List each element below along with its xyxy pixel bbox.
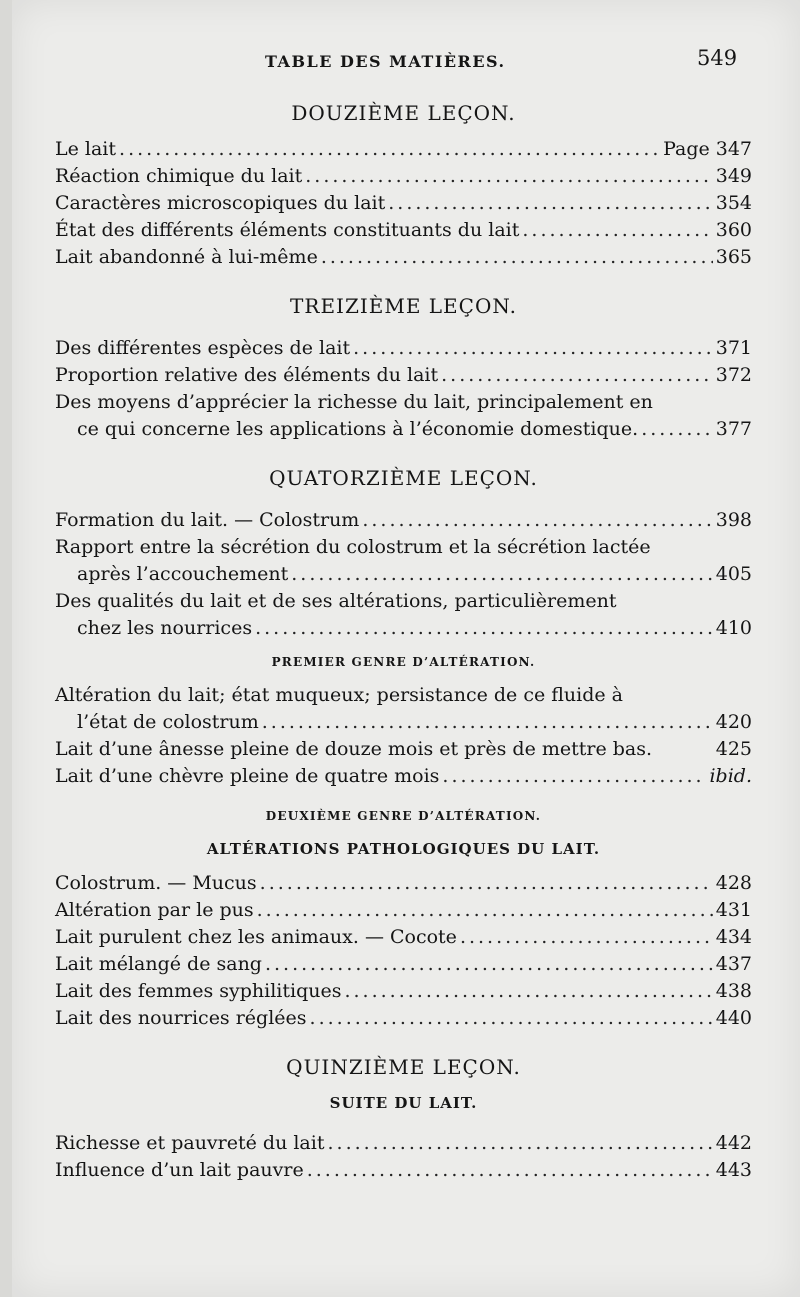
entry-page: 410: [715, 617, 752, 639]
running-title: TABLE DES MATIÈRES.: [265, 52, 506, 71]
entry-text: Lait d’une chèvre pleine de quatre mois: [55, 765, 440, 787]
entry-text: Le lait: [55, 138, 117, 160]
dot-leader: [641, 416, 713, 443]
entry-text: Formation du lait. — Colostrum: [55, 509, 360, 531]
entry-page: 354: [715, 192, 752, 214]
toc-entry: [55, 1005, 752, 1032]
dot-leader: [362, 507, 712, 534]
toc-entry: [55, 163, 752, 190]
entry-page: 420: [715, 711, 752, 733]
entry-text: chez les nourrices: [77, 617, 253, 639]
entry-text: après l’accouchement: [77, 563, 289, 585]
subsection-title-alterations: ALTÉRATIONS PATHOLOGIQUES DU LAIT.: [206, 840, 601, 858]
entry-page: 371: [715, 337, 752, 359]
dot-leader: [353, 335, 713, 362]
toc-entry: [55, 507, 752, 534]
dot-leader: [305, 163, 713, 190]
entry-page: 434: [715, 926, 752, 948]
entry-text: Des différentes espèces de lait: [55, 337, 351, 359]
dot-leader: [441, 362, 713, 389]
dot-leader: [442, 763, 706, 790]
subsection-title-suite-du-lait: SUITE DU LAIT.: [329, 1094, 478, 1112]
section-heading-treizieme: TREIZIÈME LEÇON.: [290, 294, 517, 318]
page-header: [12, 44, 800, 84]
entry-first-line: Des qualités du lait et de ses altérations, particulièrement: [55, 590, 617, 612]
entry-first-line: Rapport entre la sécrétion du colostrum et la sécrétion lactée: [55, 536, 651, 558]
table-of-contents: [55, 98, 752, 1184]
toc-entry: [55, 870, 752, 897]
dot-leader: [310, 1005, 713, 1032]
entry-text: Colostrum. — Mucus: [55, 872, 257, 894]
toc-entry: [55, 1130, 752, 1157]
toc-entry: [55, 335, 752, 362]
toc-entry: [55, 924, 752, 951]
section-heading-douzieme: DOUZIÈME LEÇON.: [291, 101, 516, 125]
entry-text: Lait purulent chez les animaux. — Cocote: [55, 926, 457, 948]
dot-leader: [460, 924, 713, 951]
entry-text: Lait mélangé de sang: [55, 953, 262, 975]
dot-leader: [321, 244, 713, 271]
entry-page: 372: [715, 364, 752, 386]
toc-entry: [55, 561, 752, 588]
page-number: 549: [697, 46, 738, 70]
entry-text: ce qui concerne les applications à l’économie domestique.: [77, 418, 639, 440]
dot-leader: [327, 1130, 712, 1157]
toc-entry: [55, 615, 752, 642]
entry-text: Richesse et pauvreté du lait: [55, 1132, 325, 1154]
entry-text: Lait des femmes syphilitiques: [55, 980, 342, 1002]
entry-text: Lait abandonné à lui-même: [55, 246, 318, 268]
page-prefix: Page: [663, 138, 710, 160]
entry-page: 349: [715, 165, 752, 187]
toc-entry: [55, 951, 752, 978]
entry-text: Lait d’une ânesse pleine de douze mois et près de mettre bas.: [55, 738, 653, 760]
entry-page: 347: [715, 138, 752, 160]
entry-page: 428: [715, 872, 752, 894]
dot-leader: [265, 951, 713, 978]
entry-page: 442: [715, 1132, 752, 1154]
toc-entry: [55, 217, 752, 244]
entry-first-line: Des moyens d’apprécier la richesse du lait, principalement en: [55, 391, 653, 413]
toc-entry: [55, 763, 752, 790]
dot-leader: [257, 897, 713, 924]
dot-leader: [344, 978, 712, 1005]
toc-entry: [55, 136, 752, 163]
toc-entry: [55, 897, 752, 924]
dot-leader: [262, 709, 713, 736]
toc-entry: [55, 1157, 752, 1184]
entry-page: 438: [715, 980, 752, 1002]
entry-text: Lait des nourrices réglées: [55, 1007, 307, 1029]
entry-text: Altération par le pus: [55, 899, 254, 921]
entry-page: 431: [715, 899, 752, 921]
toc-entry: [55, 709, 752, 736]
dot-leader: [119, 136, 660, 163]
entry-text: Influence d’un lait pauvre: [55, 1159, 304, 1181]
entry-page: 360: [715, 219, 752, 241]
dot-leader: [307, 1157, 713, 1184]
entry-page: 365: [715, 246, 752, 268]
entry-page: 437: [715, 953, 752, 975]
toc-entry: [55, 978, 752, 1005]
entry-first-line: Altération du lait; état muqueux; persistance de ce fluide à: [55, 684, 624, 706]
toc-entry: [55, 736, 752, 763]
dot-leader: [260, 870, 713, 897]
entry-page: 377: [715, 418, 752, 440]
dot-leader: [291, 561, 712, 588]
toc-entry: [55, 362, 752, 389]
entry-page: 425: [715, 738, 752, 760]
entry-text: Réaction chimique du lait: [55, 165, 303, 187]
entry-text: l’état de colostrum: [77, 711, 259, 733]
dot-leader: [522, 217, 712, 244]
section-heading-quinzieme: QUINZIÈME LEÇON.: [286, 1055, 521, 1079]
entry-page: 440: [715, 1007, 752, 1029]
subsection-heading-premier-genre: PREMIER GENRE D’ALTÉRATION.: [271, 655, 536, 669]
entry-page: 405: [715, 563, 752, 585]
toc-entry: [55, 244, 752, 271]
entry-page: 443: [715, 1159, 752, 1181]
entry-text: Caractères microscopiques du lait: [55, 192, 386, 214]
book-page: [12, 0, 800, 1297]
entry-page: 398: [715, 509, 752, 531]
toc-entry: [55, 416, 752, 443]
entry-page: ibid.: [709, 765, 752, 787]
entry-text: État des différents éléments constituants du lait: [55, 219, 520, 241]
dot-leader: [388, 190, 713, 217]
dot-leader: [255, 615, 713, 642]
entry-text: Proportion relative des éléments du lait: [55, 364, 439, 386]
toc-entry: [55, 190, 752, 217]
subsection-heading-deuxieme-genre: DEUXIÈME GENRE D’ALTÉRATION.: [265, 809, 542, 823]
section-heading-quatorzieme: QUATORZIÈME LEÇON.: [269, 466, 538, 490]
